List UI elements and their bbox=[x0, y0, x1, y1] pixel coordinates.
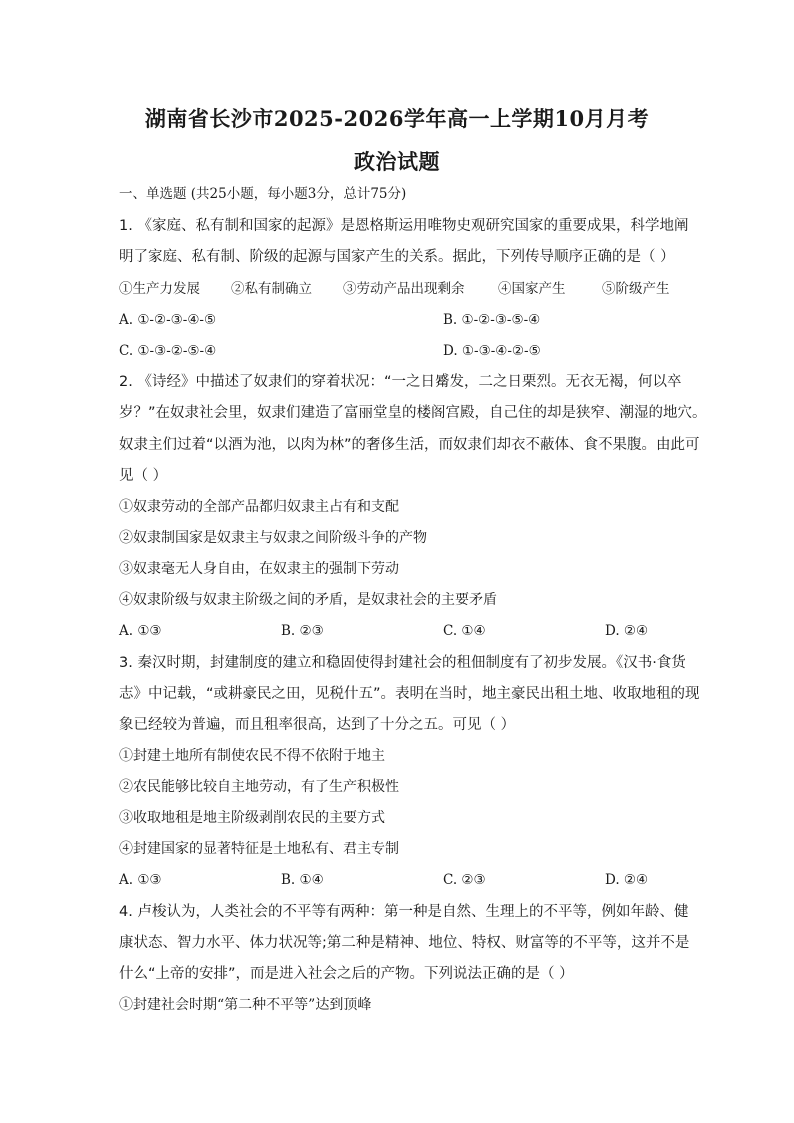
q3-option-b[interactable]: B. ①④ bbox=[281, 872, 324, 888]
q1-item-5: ⑤阶级产生 bbox=[602, 281, 670, 297]
q1-option-d[interactable]: D. ①-③-④-②-⑤ bbox=[443, 343, 541, 359]
exam-title: 湖南省长沙市2025-2026学年高一上学期10月月考 bbox=[144, 106, 650, 131]
q1-option-b[interactable]: B. ①-②-③-⑤-④ bbox=[443, 312, 541, 328]
q2-stem-line-3: 奴隶主们过着“以酒为池，以肉为林”的奢侈生活，而奴隶们却衣不蔽体、食不果腹。由此可 bbox=[119, 437, 700, 453]
q2-option-c[interactable]: C. ①④ bbox=[443, 623, 486, 639]
q2-statement-3: ③奴隶毫无人身自由，在奴隶主的强制下劳动 bbox=[119, 561, 399, 577]
q2-statement-4: ④奴隶阶级与奴隶主阶级之间的矛盾，是奴隶社会的主要矛盾 bbox=[119, 592, 497, 608]
q1-item-1: ①生产力发展 bbox=[119, 281, 200, 297]
q1-option-a[interactable]: A. ①-②-③-④-⑤ bbox=[119, 312, 217, 328]
q1-stem-line-1: 1. 《家庭、私有制和国家的起源》是恩格斯运用唯物史观研究国家的重要成果，科学地阐 bbox=[119, 218, 689, 234]
q2-statement-1: ①奴隶劳动的全部产品都归奴隶主占有和支配 bbox=[119, 499, 399, 515]
q3-option-d[interactable]: D. ②④ bbox=[605, 872, 649, 888]
exam-subject: 政治试题 bbox=[354, 149, 440, 174]
q4-stem-line-2: 康状态、智力水平、体力状况等;第二种是精神、地位、特权、财富等的不平等，这并不是 bbox=[119, 935, 690, 951]
q3-statement-2: ②农民能够比较自主地劳动，有了生产积极性 bbox=[119, 779, 399, 795]
q1-item-4: ④国家产生 bbox=[498, 281, 566, 297]
q3-statement-1: ①封建土地所有制使农民不得不依附于地主 bbox=[119, 748, 385, 764]
q2-option-a[interactable]: A. ①③ bbox=[119, 623, 162, 639]
q3-stem-line-1: 3. 秦汉时期，封建制度的建立和稳固使得封建社会的租佃制度有了初步发展。《汉书·食货 bbox=[119, 655, 686, 671]
q4-stem-line-3: 什么“上帝的安排”，而是进入社会之后的产物。下列说法正确的是（ ） bbox=[119, 966, 574, 982]
q2-option-b[interactable]: B. ②③ bbox=[281, 623, 324, 639]
q2-stem-line-2: 岁？”在奴隶社会里，奴隶们建造了富丽堂皇的楼阁宫殿，自己住的却是狭窄、潮湿的地穴。 bbox=[119, 405, 707, 421]
q2-option-d[interactable]: D. ②④ bbox=[605, 623, 649, 639]
q4-statement-1: ①封建社会时期“第二种不平等”达到顶峰 bbox=[119, 997, 372, 1013]
q4-stem-line-1: 4. 卢梭认为，人类社会的不平等有两种：第一种是自然、生理上的不平等，例如年龄、健 bbox=[119, 904, 689, 920]
q1-item-3: ③劳动产品出现剩余 bbox=[343, 281, 465, 297]
q3-stem-line-2: 志》中记载，“或耕豪民之田，见税什五”。表明在当时，地主豪民出租土地、收取地租的现 bbox=[119, 686, 700, 702]
q3-option-a[interactable]: A. ①③ bbox=[119, 872, 162, 888]
section-heading: 一、单选题 (共25小题，每小题3分，总计75分) bbox=[119, 186, 407, 202]
q2-statement-2: ②奴隶制国家是奴隶主与奴隶之间阶级斗争的产物 bbox=[119, 530, 427, 546]
q2-stem-line-1: 2. 《诗经》中描述了奴隶们的穿着状况：“一之日觱发，二之日栗烈。无衣无褐，何以卒 bbox=[119, 374, 682, 390]
q2-stem-line-4: 见（ ） bbox=[119, 468, 168, 484]
q3-stem-line-3: 象已经较为普遍，而且租率很高，达到了十分之五。可见（ ） bbox=[119, 717, 516, 733]
q1-option-c[interactable]: C. ①-③-②-⑤-④ bbox=[119, 343, 217, 359]
q1-stem-line-2: 明了家庭、私有制、阶级的起源与国家产生的关系。据此，下列传导顺序正确的是（ ） bbox=[119, 249, 675, 265]
q1-item-2: ②私有制确立 bbox=[231, 281, 312, 297]
q3-option-c[interactable]: C. ②③ bbox=[443, 872, 486, 888]
q3-statement-4: ④封建国家的显著特征是土地私有、君主专制 bbox=[119, 841, 399, 857]
q3-statement-3: ③收取地租是地主阶级剥削农民的主要方式 bbox=[119, 810, 385, 826]
